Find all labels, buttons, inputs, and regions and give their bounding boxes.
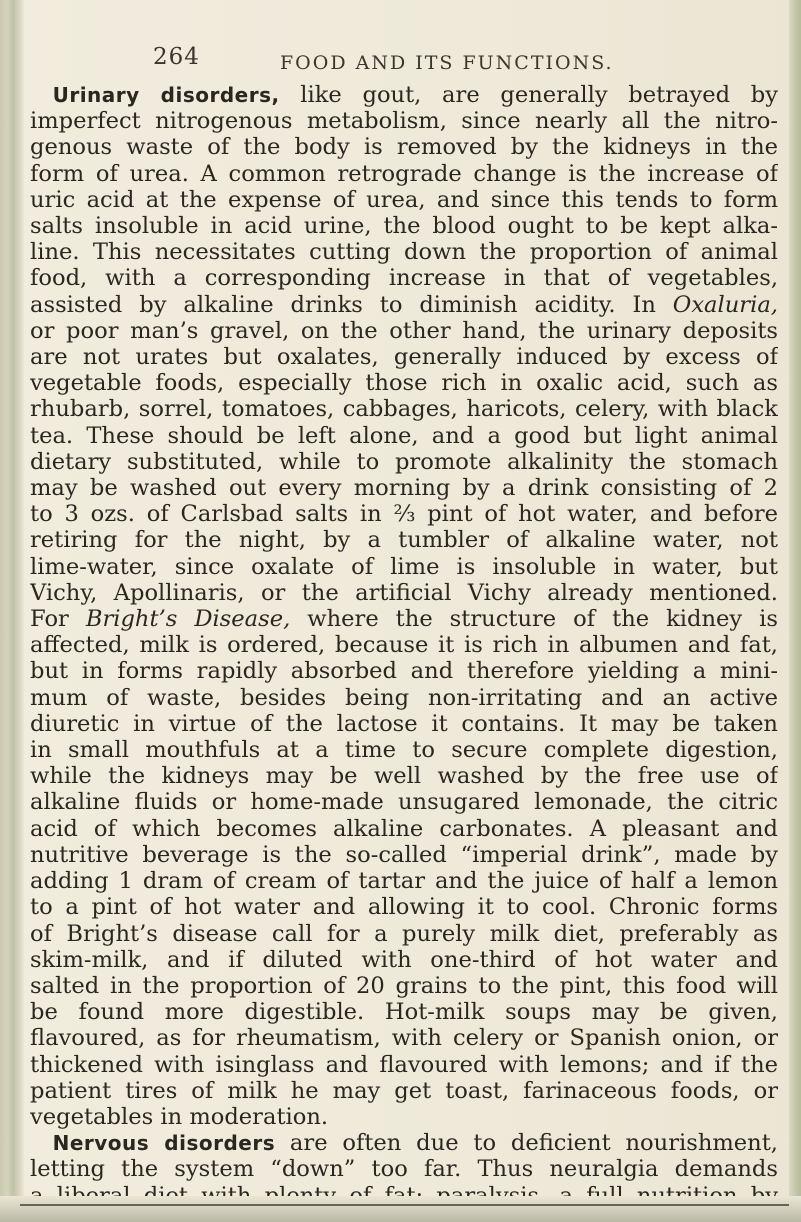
text-line [30,763,778,789]
text-segment: flavoured, as for rheumatism, with celery or Spanish onion, or [30,1025,778,1052]
text-line [30,737,778,763]
text-segment: to a pint of hot water and allowing it to cool. Chronic forms [30,894,778,921]
text-line [30,1130,778,1156]
text-line [30,554,778,580]
text-segment: like gout, are generally betrayed by [279,82,778,108]
text-line [30,999,778,1025]
text-segment: to 3 ozs. of Carlsbad salts in ⅔ pint of hot water, and before [30,501,778,528]
text-line [30,685,778,711]
text-segment: form of urea. A common retrograde change is the increase of [30,160,778,187]
text-line [30,868,778,894]
text-line [30,842,778,868]
text-segment: alkaline fluids or home-made unsugared lemonade, the citric [30,789,778,816]
text-segment: but in forms rapidly absorbed and therefore yielding a mini- [30,658,778,685]
text-segment: salts insoluble in acid urine, the blood ought to be kept alka- [30,213,778,240]
text-segment: adding 1 dram of cream of tartar and the juice of half a lemon [30,868,778,895]
text-segment: tea. These should be left alone, and a good but light animal [30,422,778,449]
text-segment: dietary substituted, while to promote alkalinity the stomach [30,448,778,475]
paragraph-indent [30,82,53,108]
text-segment: patient tires of milk he may get toast, farinaceous foods, or [30,1077,778,1104]
text-segment: mum of waste, besides being non-irritating and an active [30,684,778,711]
text-line [30,658,778,684]
text-line [30,423,778,449]
italic-term: Oxaluria, [672,291,778,318]
text-segment: vegetables in moderation. [30,1103,329,1130]
text-segment: lime-water, since oxalate of lime is insoluble in water, but [30,553,778,580]
page-number: 264 [153,44,200,70]
text-line [30,973,778,999]
text-segment: rhubarb, sorrel, tomatoes, cabbages, haricots, celery, with black [30,396,778,423]
text-segment: are not urates but oxalates, generally induced by excess of [30,344,778,371]
text-line [30,187,778,213]
text-line [30,606,778,632]
text-segment: of Bright’s disease call for a purely milk diet, preferably as [30,920,778,947]
text-segment: For [30,606,86,633]
text-line [30,134,778,160]
text-line [30,816,778,842]
text-line [30,580,778,606]
text-line [30,396,778,422]
text-line [30,894,778,920]
text-line [30,1078,778,1104]
text-line [30,108,778,134]
text-segment: affected, milk is ordered, because it is rich in albumen and fat, [30,632,778,659]
text-line [30,370,778,396]
text-segment: salted in the proportion of 20 grains to the pint, this food will [30,972,778,999]
text-line [30,1104,778,1130]
text-segment: in small mouthfuls at a time to secure complete digestion, [30,737,778,764]
text-segment: may be washed out every morning by a drink consisting of 2 [30,475,778,502]
text-segment: letting the system “down” too far. Thus neuralgia demands [30,1156,778,1183]
text-segment: be found more digestible. Hot-milk soups may be given, [30,999,778,1026]
text-line [30,318,778,344]
text-segment: are often due to deficient nourishment, [275,1130,778,1157]
bottom-rule-line [20,1204,789,1206]
text-segment: vegetable foods, especially those rich in oxalic acid, such as [30,370,778,397]
page-bottom-edge [0,1196,801,1222]
text-segment: uric acid at the expense of urea, and since this tends to form [30,186,778,213]
text-segment: where the structure of the kidney is [290,606,778,633]
text-line [30,213,778,239]
text-line [30,1025,778,1051]
italic-term: Bright’s Disease, [85,606,291,633]
text-line [30,265,778,291]
text-line [30,789,778,815]
text-segment: Vichy, Apollinaris, or the artificial Vichy already mentioned. [30,579,778,606]
text-line [30,449,778,475]
body-text [30,82,778,1209]
text-segment: food, with a corresponding increase in that of vegetables, [30,265,778,292]
text-segment: acid of which becomes alkaline carbonates. A pleasant and [30,815,778,842]
text-line [30,292,778,318]
text-line [30,475,778,501]
text-line [30,161,778,187]
page-header [0,44,801,78]
text-segment: imperfect nitrogenous metabolism, since nearly all the nitro- [30,108,778,135]
text-line [30,501,778,527]
text-line [30,527,778,553]
text-line [30,632,778,658]
text-segment: nutritive beverage is the so-called “imperial drink”, made by [30,841,778,868]
text-line [30,947,778,973]
paragraph-indent [30,1130,53,1156]
text-segment: retiring for the night, by a tumbler of alkaline water, not [30,527,778,554]
text-line [30,82,778,108]
text-line [30,239,778,265]
section-lead: Urinary disorders, [52,83,280,107]
text-line [30,1156,778,1182]
text-segment: assisted by alkaline drinks to diminish acidity. In [30,291,673,318]
text-line [30,711,778,737]
text-line [30,921,778,947]
text-segment: thickened with isinglass and flavoured with lemons; and if the [30,1051,778,1078]
page-right-edge [789,0,801,1222]
text-line [30,1052,778,1078]
text-line [30,344,778,370]
running-head: FOOD AND ITS FUNCTIONS. [280,52,614,74]
section-lead: Nervous disorders [52,1131,276,1156]
page-binding-edge [0,0,24,1222]
text-segment: line. This necessitates cutting down the proportion of animal [30,239,778,266]
text-segment: genous waste of the body is removed by the kidneys in the [30,134,778,161]
text-segment: while the kidneys may be well washed by the free use of [30,763,778,790]
text-segment: or poor man’s gravel, on the other hand, the urinary deposits [30,317,778,344]
text-segment: skim-milk, and if diluted with one-third of hot water and [30,946,778,973]
text-segment: diuretic in virtue of the lactose it contains. It may be taken [30,710,778,737]
